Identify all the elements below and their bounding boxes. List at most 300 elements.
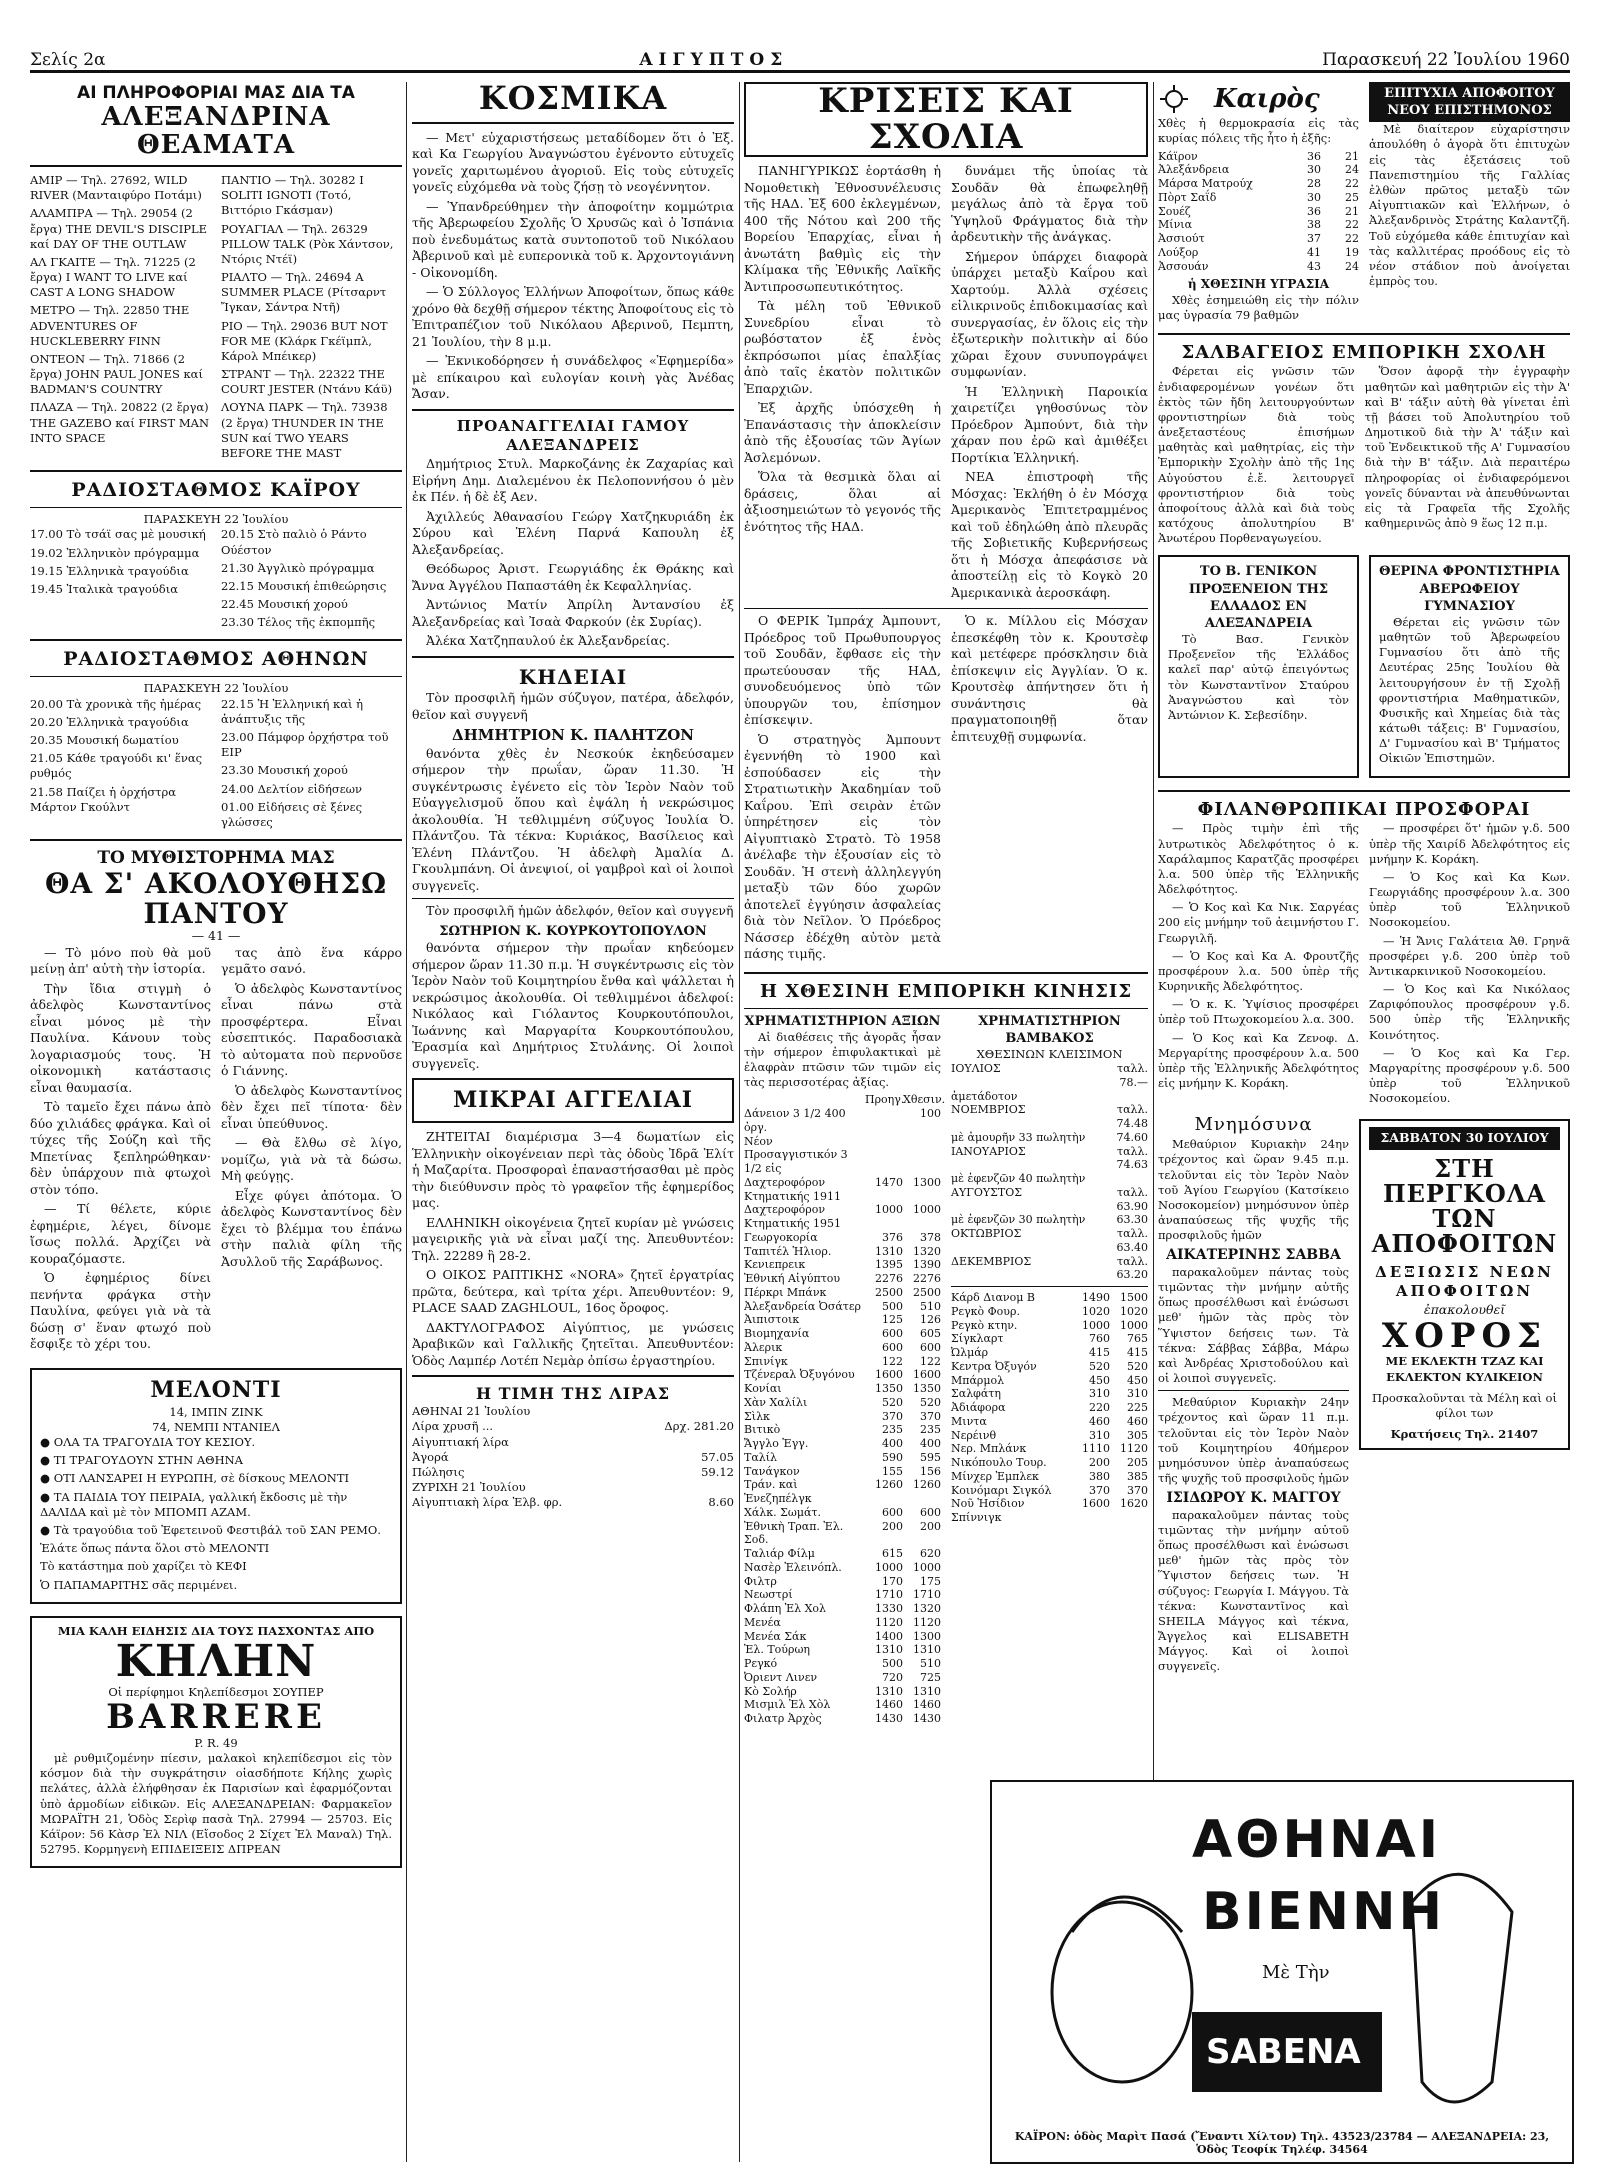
stock-row — [744, 1712, 941, 1726]
stock-row-cell: 1430 — [875, 1712, 903, 1726]
stock-row-cell: 1320 — [913, 1602, 941, 1616]
novel-paragraph: τας ἀπὸ ἕνα κάρρο γεμᾶτο σανό. — [221, 944, 402, 977]
ads-row — [30, 1362, 402, 1610]
cotton-row-cell: 63.30 — [1116, 1213, 1148, 1227]
cotton-row-cell: 310 — [1089, 1428, 1110, 1442]
stock-row — [744, 1506, 941, 1520]
weather-row-cell: 30 — [1307, 190, 1321, 204]
stock-row — [744, 1341, 941, 1355]
stock-row-cell: 605 — [920, 1327, 941, 1341]
cotton-row-cell: ΔΕΚΕΜΒΡΙΟΣ — [951, 1254, 1032, 1268]
funeral2-intro: Τὸν προσφιλῆ ἡμῶν ἀδελφόν, θεῖον καὶ συγγενῆ — [426, 903, 734, 919]
cinema-listing: ΡΟΥΑΓΙΑΛ — Τηλ. 26329 PILLOW TALK (Ρὸκ Χάντσον, Ντόρις Ντέϊ) — [221, 221, 394, 266]
stock-row-cell: 2500 — [913, 1285, 941, 1299]
meloni-address: 14, ΙΜΠΝ ΖΙΝΚ 74, ΝΕΜΠΙ ΝΤΑΝΙΕΛ — [152, 1404, 280, 1434]
lira-label: Λίρα χρυσῆ ... — [412, 1419, 494, 1434]
cinema-list-left — [30, 173, 211, 464]
stock-row-cell: Βιομηχανία — [744, 1327, 810, 1341]
stock-row-cell: 1600 — [913, 1368, 941, 1382]
weather-row — [1158, 191, 1359, 205]
cotton-row-cell: Ἀδιάφορα — [951, 1401, 1006, 1415]
stock-row-cell: 600 — [882, 1340, 903, 1354]
weather-row-cell: 37 — [1307, 232, 1321, 246]
stock-row-cell: Ἄγγλο Ἐγγ. — [744, 1437, 809, 1451]
cotton-row-cell: ἀμετάδοτον — [951, 1089, 1018, 1103]
radio-athens-schedule — [30, 697, 402, 833]
weather-row-cell: 19 — [1345, 245, 1359, 259]
stock-row-cell: 1710 — [913, 1588, 941, 1602]
radio-program: 24.00 Δελτίον εἰδήσεων — [221, 781, 363, 796]
memorial2-name: ΙΣΙΔΩΡΟΥ Κ. ΜΑΓΓΟΥ — [1166, 1490, 1341, 1507]
lira-label: ΑΘΗΝΑΙ 21 Ἰουλίου — [412, 1404, 531, 1419]
cotton-row — [951, 1145, 1148, 1173]
cotton-row-cell: Νερ. Μπλάνκ — [951, 1442, 1027, 1456]
radio-program: 21.05 Κάθε τραγούδι κι' ἕνας ρυθμός — [30, 751, 203, 781]
sabena-footer: ΚΑΪΡΟΝ: ὁδὸς Μαρὶτ Πασά (Ἔναντι Χίλτον) Τηλ. 43523/23784 — ΑΛΕΞΑΝΔΡΕΙΑ: 23, Ὁδὸς Τεοφίκ Τηλέφ. 34564 — [1014, 2130, 1550, 2156]
cotton-row-cell — [1110, 1172, 1148, 1186]
stock-row-cell: Ταλιάρ Φίλμ — [744, 1547, 815, 1561]
stock-row-cell: 500 — [882, 1657, 903, 1671]
stock-row-cell: 400 — [920, 1437, 941, 1451]
markets — [744, 1013, 1148, 1726]
stock-row-cell: Ἐθνικὴ Τραπ. Ἐλ. Σοδ. — [744, 1519, 844, 1547]
radio-cairo-title: ΡΑΔΙΟΣΤΑΘΜΟΣ ΚΑΪΡΟΥ — [71, 479, 361, 502]
stock-row-cell: Προηγ. — [865, 1093, 905, 1107]
stock-row-cell: 1430 — [913, 1712, 941, 1726]
kosmika-paragraph: — Ἐκνικοδόρησεν ἡ συνάδελφος «Ἐφημερίδα» μὲ επίκαιρου καὶ ευλογίαν κοινὴ γὰς Ἀνέδας Ἄσαν. — [412, 353, 734, 402]
weather-row-cell: 22 — [1345, 218, 1359, 232]
editorial-paragraph: Τὰ μέλη τοῦ Ἐθνικοῦ Συνεδρίου εἶναι τὸ ρωβόστατον ἐξ ἑνὸς ἐκπρόσωποι μίας ἐπαλξίας ἀπὸ ταῖς ἑκατὸν πολιτικῶν Ἐπαρχιῶν. — [744, 298, 941, 396]
cotton-row-cell: Νερέινθ — [951, 1428, 997, 1442]
cotton-row-cell: 1000 — [1082, 1318, 1110, 1332]
cotton-row-cell: 520 — [1127, 1359, 1148, 1373]
stock-row-cell: 1000 — [913, 1203, 941, 1217]
meloni-items — [40, 1435, 392, 1593]
weather-row — [1158, 232, 1359, 246]
cotton-row-cell: ΙΑΝΟΥΑΡΙΟΣ — [951, 1144, 1026, 1158]
cotton-row-cell: Κάρδ Διανομ Β — [951, 1291, 1035, 1305]
memorial-title: Μνημόσυνα — [1194, 1114, 1313, 1136]
stock-row-cell: Μισμιλ Ἐλ Χὸλ — [744, 1698, 831, 1712]
school-body — [1158, 364, 1570, 549]
weather-row-cell: Ἀλεξάνδρεια — [1158, 163, 1230, 177]
charity-item: — Ὁ Κος καὶ Κα Νικόλαος Ζαριφόπουλος προσφέρουν γ.δ. 500 ὑπὲρ τῆς Ἑλληνικῆς Κοινότητος. — [1369, 982, 1570, 1042]
cotton-row-cell: Μπάρμολ — [951, 1373, 1005, 1387]
lira-row — [412, 1465, 734, 1480]
radio-program: 17.00 Τὸ τσάϊ σας μὲ μουσική — [30, 527, 206, 542]
stock-row-cell: Νέον Προσαγγιστικόν 3 1/2 εἰς — [744, 1134, 848, 1176]
stock-row-cell: Μενέα — [744, 1615, 781, 1629]
stock-row-cell: 520 — [920, 1395, 941, 1409]
memorial2-text: Μεθαύριον Κυριακὴν 24ην τρέχοντος καὶ ὥραν 11 π.μ. τελοῦνται εἰς τὸν Ἱερὸν Ναὸν τοῦ Κοιμητηρίου 40ήμερον μνημόσυνον ὑπὲρ ἀναπαύσεως τῆς ψυχῆς τοῦ προσφιλοῦς ἡμῶν — [1158, 1395, 1349, 1486]
stock-row-cell: Ἐλ. Τούρωη — [744, 1643, 811, 1657]
stock-row-cell: Ρεγκό — [744, 1657, 778, 1671]
charity-title: ΦΙΛΑΝΘΡΩΠΙΚΑΙ ΠΡΟΣΦΟΡΑΙ — [1197, 798, 1531, 820]
lira-value: Δρχ. 281.20 — [664, 1419, 734, 1434]
novel-text-left — [30, 945, 211, 1356]
cotton-row-cell: ΟΚΤΩΒΡΙΟΣ — [951, 1227, 1022, 1241]
stocks-intro: Αἱ διαθέσεις τῆς ἀγορᾶς ἦσαν τὴν σήμερον ἐπιφυλακτικαὶ μὲ ἐλαφρὰν πτῶσιν τῶν τιμῶν εἰς τὰς περισσοτέρας ἀξίας. — [744, 1029, 941, 1090]
consulate-text: Τὸ Βασ. Γενικὸν Προξενεῖον τῆς Ἑλλάδος καλεῖ παρ' αὐτῷ ἐπειγόντως τὸν Κωνσταντῖνον Σταύρου Ἀναγνώστου καὶ τὸν Ἀντώνιον Κ. Σεβεσίδην. — [1168, 632, 1349, 722]
meloni-item: Τὸ κατάστημα ποὺ χαρίζει τὸ ΚΕΦΙ — [40, 1559, 247, 1574]
stock-row-cell: 1400 — [875, 1629, 903, 1643]
cotton-row-cell: ταλλ. 74.63 — [1116, 1144, 1148, 1172]
cotton-row — [951, 1456, 1148, 1470]
stock-row-cell: 1600 — [875, 1368, 903, 1382]
stock-row-cell: Κονίαι — [744, 1382, 782, 1396]
stock-row-cell: 1000 — [875, 1560, 903, 1574]
stock-row-cell: Σπινίγκ — [744, 1354, 788, 1368]
lira-row — [412, 1404, 734, 1419]
cotton-row-cell: ΝΟΕΜΒΡΙΟΣ — [951, 1103, 1026, 1117]
cotton-row-cell: μὲ ἀμουρῆν 33 πωλητὴν — [951, 1130, 1086, 1144]
stock-row — [744, 1396, 941, 1410]
weather-row-cell: 41 — [1307, 245, 1321, 259]
stock-row — [744, 1382, 941, 1396]
novel-paragraph: Ὁ ἀδελφὸς Κωνσταντίνος δὲν ἔχει πεῖ τίποτα· δὲν εἶναι ὑπεύθυνος. — [221, 1082, 402, 1131]
school-text-a: Φέρεται εἰς γνῶσιν τῶν ἐνδιαφερομένων γονέων ὅτι ἐκτὸς τῶν ἤδη λειτουργούντων φροντιστηρίων διὰ τοὺς ἀνεξεταστέους ἐπισήμων μαθητὰς καὶ μαθητρίας, εἰς τὴν Ἐμπορικὴν Σχολὴν ἀπὸ τῆς 1ης Αὐγούστου ἐ.ἔ. λειτουργεῖ φροντιστήριον διὰ τοὺς ἀποφοίτους ἀλλὰ καὶ διὰ τοὺς κατόχους ἀπολυτηρίου Β' Ἀνωτέρου Πορθεναγωγείου. — [1158, 364, 1355, 546]
cotton-row-cell: 305 — [1127, 1428, 1148, 1442]
stock-row-cell: 1390 — [913, 1258, 941, 1272]
stock-row-cell: Δάνειον 3 1/2 400 ὀργ. — [744, 1107, 846, 1134]
stock-row-cell: Νεωστρί — [744, 1588, 793, 1602]
stock-row-cell: 1350 — [913, 1382, 941, 1396]
stock-row — [744, 1465, 941, 1479]
radio-athens-date: ΠΑΡΑΣΚΕΥΗ 22 Ἰουλίου — [143, 681, 289, 696]
theatre-heading: ΑΙ ΠΛΗΡΟΦΟΡΙΑΙ ΜΑΣ ΔΙΑ ΤΑ — [77, 83, 355, 103]
meloni-item: ● ΟΛΑ ΤΑ ΤΡΑΓΟΥΔΙΑ ΤΟΥ ΚΕΣΙΟΥ. — [40, 1435, 256, 1450]
stock-row-cell: Φιλτρ — [744, 1574, 777, 1588]
weather-row — [1158, 177, 1359, 191]
cotton-row-cell: 1020 — [1082, 1304, 1110, 1318]
weather-row-cell: 43 — [1307, 259, 1321, 273]
stock-row — [744, 1520, 941, 1548]
stock-row-cell: 125 — [882, 1313, 903, 1327]
stock-row-cell: 1470 — [875, 1175, 903, 1189]
stock-row-cell: Δαχτεροφόρον Κτηματικής 1911 — [744, 1175, 841, 1203]
sabena-brand: SABENA — [1206, 2032, 1361, 2072]
stock-row — [744, 1231, 941, 1245]
pergola-invite: Προσκαλοῦνται τὰ Μέλη καὶ οἱ φίλοι των — [1372, 1390, 1557, 1420]
novel-paragraph: — Θὰ ἔλθω σὲ λίγο, νομίζω, γιὰ νὰ τὰ δώσω. Μὴ φεύγῃς. — [221, 1135, 402, 1184]
cinema-listing: ΡΙΟ — Τηλ. 29036 BUT NOT FOR ME (Κλάρκ Γκέϊμπλ, Κάρολ Μπέικερ) — [221, 318, 388, 363]
stock-row-cell: Κὸ Σολήρ — [744, 1684, 797, 1698]
stock-row-cell — [744, 1093, 865, 1107]
page-number: Σελίς 2α — [30, 50, 106, 70]
lira-row — [412, 1419, 734, 1434]
radio-athens-title: ΡΑΔΙΟΣΤΑΘΜΟΣ ΑΘΗΝΩΝ — [63, 648, 369, 671]
cotton-row — [951, 1062, 1148, 1090]
cotton-row-cell: ταλλ. 78.— — [1117, 1062, 1148, 1089]
weather-row-cell: Μίνια — [1158, 218, 1193, 232]
stock-row-cell: Τράν. καὶ Ἐνεζηπέλγκ — [744, 1478, 812, 1506]
klini-top: ΜΙΑ ΚΑΛΗ ΕΙΔΗΣΙΣ ΔΙΑ ΤΟΥΣ ΠΑΣΧΟΝΤΑΣ ΑΠΟ — [57, 1623, 375, 1638]
stock-row-cell: Βιτικὸ — [744, 1423, 781, 1437]
weather-title: Καιρὸς — [1214, 84, 1320, 114]
stock-row — [744, 1657, 941, 1671]
meloni-item: Ἐλάτε ὅπως πάντα ὅλοι στὸ ΜΕΛΟΝΤΙ — [40, 1541, 270, 1556]
column-1 — [30, 82, 402, 2162]
stock-row-cell — [865, 1135, 903, 1176]
cotton-row-cell: Ρεγκὸ κτην. — [951, 1318, 1018, 1332]
cotton-row-cell: 205 — [1127, 1456, 1148, 1470]
editorial-paragraph: Ἐξ ἀρχῆς ὑπόσχεθη ἡ Ἐπανάστασις τὴν ἀποκλείσιν ἀπὸ τῆς ἐξουσίας τῶν Ἀγίων Ἀσλεμόνων. — [744, 400, 941, 465]
cotton-row — [951, 1213, 1148, 1227]
editorial-body — [744, 163, 1148, 604]
cotton-row-cell: 200 — [1089, 1456, 1110, 1470]
lira-label: Αἰγυπτιακὴ λίρα Ἐλβ. φρ. — [412, 1495, 563, 1510]
weather-row-cell: Σουέζ — [1158, 204, 1191, 218]
novel-paragraph: Τὴν ἴδια στιγμὴ ὁ ἀδελφὸς Κωνσταντίνος εἶναι μόνος μὲ τὴν Παυλίνα. Κάνουν τοὺς λογαριασμούς τους. Ἡ οἰκονομικὴ κατάστασις εἶναι θαυμασία. — [30, 980, 211, 1095]
cotton-section — [951, 1013, 1148, 1726]
tutoring-box — [1369, 555, 1570, 777]
stock-row-cell: 1310 — [875, 1643, 903, 1657]
novel-paragraph: — Τὸ μόνο ποὺ θὰ μοῦ μείνῃ ἀπ' αὐτὴ τὴν ἱστορία. — [30, 944, 211, 977]
cotton-row-cell: 1020 — [1120, 1304, 1148, 1318]
cinema-listing: ΑΛΑΜΠΡΑ — Τηλ. 29054 (2 ἔργα) THE DEVIL'S DISCIPLE καί DAY OF THE OUTLAW — [30, 206, 208, 251]
engagement-item: Ἀλέκα Χατζηπαυλού ἐκ Ἀλεξανδρείας. — [426, 633, 670, 649]
classifieds-list — [412, 1129, 734, 1369]
stock-row-cell: 500 — [882, 1299, 903, 1313]
cotton-row-cell: 520 — [1089, 1359, 1110, 1373]
newspaper-name: ΑΙΓΥΠΤΟΣ — [639, 50, 789, 70]
stock-row-cell: 370 — [882, 1409, 903, 1423]
stock-row-cell: 620 — [920, 1547, 941, 1561]
stock-row-cell: Ἀιπιστοικ — [744, 1313, 800, 1327]
cotton-row-cell: ταλλ. 74.48 — [1116, 1103, 1148, 1131]
column-4 — [1158, 82, 1570, 2162]
memorial1-text: Μεθαύριον Κυριακὴν 24ην τρέχοντος καὶ ὥραν 9.45 π.μ. τελοῦνται εἰς τὸν Ἱερὸν Ναὸν τοῦ Ἁγίου Γεωργίου (Κατσίκειο Νοσοκομείον) μνημόσυνον ὑπὲρ ἀναπαύσεως τῆς ψυχῆς τῆς προσφιλοῦς ἡμῶν — [1158, 1137, 1349, 1243]
sun-icon — [1158, 82, 1208, 116]
stock-row-cell: Χάλκ. Σωμάτ. — [744, 1505, 822, 1519]
kosmika-text — [412, 130, 734, 403]
charity-right — [1369, 821, 1570, 1109]
school-title: ΣΑΛΒΑΓΕΙΟΣ ΕΜΠΟΡΙΚΗ ΣΧΟΛΗ — [1181, 341, 1547, 363]
results-text: Μὲ διαίτερον εὐχαρίστησιν ἀπουλόθη ὁ ἀγορὰ ὅτι ἐπιτυχὼν εἰς τὰς ἐξετάσεις τοῦ Πανεπιστημίου τῆς Γαλλίας ἐλθὼν πρῶτος μεταξὺ τῶν Αἰγυπτιακῶν καὶ Ἑλλήνων, ὁ Ἀλεξανδρινὸς Στράτης Καλαντζῆ. Τοῦ εὐχόμεθα κάθε ἐπιτυχίαν καὶ τὰς καλλιτέρας προόδους εἰς τὸ νέον στάδιον ποὺ ἀνοίγεται ἐμπρὸς του. — [1369, 122, 1570, 289]
cotton-row-cell: μὲ ἐφενζῶν 40 πωλητὴν — [951, 1172, 1086, 1186]
cotton-row-cell: μὲ ἐφενζῶν 30 πωλητὴν — [951, 1213, 1086, 1227]
weather-row-cell: 36 — [1307, 204, 1321, 218]
stock-row-cell: 1460 — [875, 1698, 903, 1712]
issue-date: Παρασκευή 22 Ἰουλίου 1960 — [1322, 50, 1570, 70]
cotton-row-cell: 415 — [1127, 1346, 1148, 1360]
editorial-paragraph: ΠΑΝΗΓΥΡΙΚΩΣ ἑορτάσθη ἡ Νομοθετικὴ Ἐθνοσυνέλευσις τῆς ΗΑΔ. Ἐξ 600 ἐκλεγμένων, 400 τῆς Νότου καὶ 200 τῆς Βορείου Ἐπαρχίας, εἶναι ἡ ἀνωτάτη βαθμὶς εἰς τὴν Κλίμακα τῆς Ἐθνικῆς Λαϊκῆς Ἀντιπροσωπευτικότητος. — [744, 163, 941, 294]
stock-row-cell: Χὰν Χαλίλι — [744, 1395, 808, 1409]
lira-label: Πώλησις — [412, 1464, 465, 1479]
stock-row — [744, 1300, 941, 1314]
lira-value: 57.05 — [701, 1449, 734, 1464]
radio-program: 23.30 Μουσική χορού — [221, 763, 348, 778]
editorial-left — [744, 163, 941, 604]
editorial-paragraph: Ἡ Ἑλληνικὴ Παροικία χαιρετίζει γηθοσύνως τὸν Πρόεδρον Ἀμπούντ, διὰ τὴν χάραν που ἐρῶ καὶ ἀμιθέξει Πορτίκια Ἑλληνική. — [951, 383, 1148, 465]
radio-program: 22.15 Ἡ Ἑλληνική καὶ ἡ ἀνάπτυξις τῆς — [221, 696, 364, 726]
stock-row-cell: 1310 — [875, 1684, 903, 1698]
stock-row — [744, 1547, 941, 1561]
stock-row-cell: Ἀλεξανδρεία Ὀσάτερ — [744, 1299, 862, 1313]
stock-row-cell: 590 — [882, 1450, 903, 1464]
stock-row-cell: Ταλίλ — [744, 1450, 778, 1464]
klini-mid: Οἱ περίφημοι Κηλεπίδεσμοι ΣΟΥΠΕΡ — [108, 1685, 324, 1700]
cotton-row-cell: Σίγκλαρτ — [951, 1332, 1004, 1346]
pergola-dance: ΧΟΡΟΣ — [1381, 1315, 1548, 1356]
funeral2-text: θανόντα σήμερον τὴν πρωΐαν κηδεύομεν σήμερον ὥραν 11.30 π.μ. Ἡ συγκέντρωσις εἰς τὸν Ἱερὸν Ναὸν τοῦ Κοιμητηρίου ἔνθα καὶ ψάλλεται ἡ νεκρώσιμος ἀκολουθία. Οἱ τεθλιμμένοι ἀδελφοί: Νικόλαος καὶ Γιόλαντος Κουρκουτόπουλοι, Ἰωάννης καὶ Μαργαρίτα Κουρκουτόπουλου, Ἐρασμία καὶ Δημήτριος Στυλάνης. Οἱ λοιποὶ συγγενεῖς. — [412, 940, 734, 1071]
memorial1-rest: παρακαλοῦμεν πάντας τοὺς τιμῶντας τὴν μνήμην αὐτῆς ὅπως προσέλθωσι καὶ ἑνώσωσι μεθ' ἡμῶν τὰς πρὸς τὸν Ὕψιστον δεήσεις των. Τὰ τέκνα: Σάββας Σάββα, Μάρω καὶ Ἀνδρέας Χριστοδούλου καὶ οἱ λοιποὶ συγγενεῖς. — [1158, 1264, 1349, 1386]
cotton-row-cell: 310 — [1089, 1387, 1110, 1401]
cotton-row-cell: Κοινόμαρι Σιγκόλ — [951, 1483, 1052, 1497]
tutoring-text: Θέρεται εἰς γνῶσιν τῶν μαθητῶν τοῦ Ἀβερωφείου Γυμνασίου ὅτι ἀπὸ τῆς Δευτέρας 25ης Ἰουλίου θὰ λειτουργήσουν ἐν τῇ Σχολῇ φροντιστήρια Μαθηματικῶν, Φυσικῆς καὶ Χημείας διὰ τὰς κάτωθι τάξεις: Β' Γυμνασίου, Δ' Γυμνασίου καὶ Β' Τμήματος Οἰκιῶν Ἐπιστημῶν. — [1379, 614, 1560, 766]
stock-row — [744, 1616, 941, 1630]
stock-row — [744, 1698, 941, 1712]
cinema-listing: ΟΝΤΕΟΝ — Τηλ. 71866 (2 ἔργα) JOHN PAUL JONES καί BADMAN'S COUNTRY — [30, 351, 203, 397]
cotton-row — [951, 1319, 1148, 1333]
cotton-row-cell: 765 — [1127, 1332, 1148, 1346]
stock-row-cell: 1310 — [875, 1244, 903, 1258]
stock-row-cell: 600 — [882, 1505, 903, 1519]
stock-row — [744, 1245, 941, 1259]
weather-row-cell: Μάρσα Ματρούχ — [1158, 177, 1253, 191]
stock-row — [744, 1643, 941, 1657]
cotton-row — [951, 1172, 1148, 1186]
stock-row — [744, 1630, 941, 1644]
stock-row-cell: Σὶλκ — [744, 1409, 770, 1423]
klini-text: μὲ ρυθμιζομένην πίεσιν, μαλακοὶ κηλεπίδεσμοι εἰς τὸν κόσμον διὰ τὴν συγκράτησιν οἱασδήποτε Κήλης χωρὶς πελάτες, ἀλλὰ ἐλήφθησαν ἐκ Παρισίων καὶ ἐφαρμόζονται ὑπὸ ἁρμοδίων εἰδικῶν. Εἰς ΑΛΕΞΑΝΔΡΕΙΑΝ: Φαρμακεῖον ΜΩΡΑΪΤΗ 21, Ὁδὸς Σερὶφ πασὰ Τηλ. 27994 — 25703. Εἰς Κάϊρον: 56 Κὰσρ Ἐλ ΝΙΛ (Εἴσοδος 2 Σίχετ Ἐλ Μαναλ) Τηλ. 52795. Κορμηγενὴ ΕΠΙΔΕΙΞΕΙΣ ΔΠΡΕΑΝ — [40, 1751, 392, 1857]
cotton-row-cell: 385 — [1127, 1469, 1148, 1483]
weather-row-cell: Κάϊρον — [1158, 149, 1198, 163]
lira-row — [412, 1435, 734, 1450]
stock-row-cell: 720 — [882, 1670, 903, 1684]
weather-row-cell: 24 — [1345, 163, 1359, 177]
cotton-row-cell — [1110, 1090, 1148, 1104]
weather-row-cell: 36 — [1307, 149, 1321, 163]
cotton-row — [951, 1346, 1148, 1360]
stock-row-cell: 1300 — [913, 1629, 941, 1643]
mills-text: Ὁ κ. Μίλλου εἰς Μόσχαν ἐπεσκέφθη τὸν κ. Κρουτσὲφ καὶ μετέφερε πρόσκλησιν διὰ ἐπίσκεψιν εἰς Ἀγγλίαν. Ὁ κ. Κρουτσὲφ ἀπήντησεν ὅτι ἡ συνάντησις θὰ πραγματοποιηθῇ ὅταν ἐπιτευχθῇ συμφωνία. — [951, 613, 1148, 744]
kosmika-paragraph: — Ὁ Σύλλογος Ἑλλήνων Ἀποφοίτων, ὅπως κάθε χρόνο θὰ δεχθῇ σήμερον τέκτης Ἀποφοίτους εἰς τὸ Ἐπιτραπέζιον τοῦ Νικόλαου Αβερινοῦ, Πεμπτη, 21 Ἰουλίου, τὴν 8 μ.μ. — [412, 284, 734, 349]
sabena-mid: ΒΙΕΝΝΗ — [1202, 1882, 1446, 1942]
stocks-table — [744, 1093, 946, 1726]
charity-item: — Ἡ Ἄνις Γαλάτεια Ἀθ. Γρηνᾶ προσφέρει γ.δ. 200 ὑπὲρ τοῦ Ἀντικαρκινικοῦ Νοσοκομείου. — [1369, 933, 1570, 978]
weather-row-cell: Ἀσσιούτ — [1158, 232, 1205, 246]
weather-row-cell: Λούξορ — [1158, 245, 1199, 259]
cotton-row-cell: 370 — [1127, 1483, 1148, 1497]
stock-row — [744, 1451, 941, 1465]
charity-body — [1158, 821, 1570, 1109]
consulate-title: ΤΟ Β. ΓΕΝΙΚΟΝ ΠΡΟΞΕΝΕΙΟΝ ΤΗΣ ΕΛΛΑΔΟΣ ΕΝ ΑΛΕΞΑΝΔΡΕΙΑ — [1188, 564, 1329, 631]
cotton-row — [951, 1442, 1148, 1456]
novel-paragraph: — Τί θέλετε, κύριε ἐφημέριε, λέγει, δίνομε ἴσως πολλά. Ἀρχίζει νὰ κουραζόμαστε. — [30, 1201, 211, 1266]
theatre-title: ΑΛΕΞΑΝΔΡΙΝΑ ΘΕΑΜΑΤΑ — [101, 102, 331, 160]
funerals-title: ΚΗΔΕΙΑΙ — [518, 664, 628, 689]
pergola-band: ΜΕ ΕΚΛΕΚΤΗ ΤΖΑΖ ΚΑΙ ΕΚΛΕΚΤΟΝ ΚΥΛΙΚΕΙΟΝ — [1385, 1354, 1544, 1384]
radio-cairo-right — [221, 527, 402, 633]
stock-row-cell: 1300 — [913, 1175, 941, 1189]
lira-row — [412, 1480, 734, 1495]
lira-value: 8.60 — [708, 1495, 734, 1510]
pergola-title: ΣΤΗ ΠΕΡΓΚΟΛΑ ΤΩΝ ΑΠΟΦΟΙΤΩΝ — [1371, 1153, 1558, 1259]
stock-row-cell: 1120 — [875, 1615, 903, 1629]
stock-row — [744, 1355, 941, 1369]
cotton-row-cell: Νοῦ Ἡσίδιον Σπίννιγκ — [951, 1497, 1025, 1525]
stock-row — [744, 1176, 941, 1204]
column-rule — [406, 82, 407, 2162]
charity-item: — Ὁ Κος καὶ Κα Νικ. Σαργέας 200 εἰς μνήμην τοῦ ἀειμνήστου Γ. Γεωργιλῆ. — [1158, 900, 1359, 945]
novel-body — [30, 945, 402, 1356]
stock-row-cell: 1000 — [913, 1560, 941, 1574]
stock-row-cell: Χθεσιν. — [903, 1093, 946, 1107]
stock-row-cell: 510 — [920, 1657, 941, 1671]
stock-row-cell: 155 — [882, 1464, 903, 1478]
stock-row — [744, 1093, 946, 1107]
stock-row-cell: 595 — [920, 1450, 941, 1464]
weather-row-cell: 21 — [1345, 204, 1359, 218]
stock-row-cell: Κενιεπρεικ — [744, 1258, 806, 1272]
novel-paragraph: Ὁ ἐφημέριος δίνει πενήντα φράγκα στὴν Παυλίνα, φεύγει γιὰ νὰ τὰ δώσῃ σ' ἕναν φτωχό ποὺ ἔσφιξε τὸ χέρι του. — [30, 1270, 211, 1352]
novel-text-right — [221, 945, 402, 1356]
engagement-item: Δημήτριος Στυλ. Μαρκοζάνης ἐκ Ζαχαρίας καὶ Εἰρήνη Δημ. Διαλεμένου ἐκ Πελοποννήσου ὁ μὲν ἐκ Πέν. ἡ δὲ ἐξ Αεν. — [412, 456, 734, 505]
cotton-row-cell: 1600 — [1082, 1497, 1110, 1511]
stock-row-cell: 170 — [882, 1574, 903, 1588]
stock-row — [744, 1272, 941, 1286]
weather-row — [1158, 163, 1359, 177]
cotton-row-cell: 370 — [1089, 1483, 1110, 1497]
radio-program: 20.20 Ἑλληνικὰ τραγούδια — [30, 714, 189, 729]
cotton-row — [951, 1305, 1148, 1319]
stock-row — [744, 1685, 941, 1699]
results-box — [1369, 82, 1570, 327]
stock-row-cell: Ἐθνική Αἰγύπτου — [744, 1272, 841, 1286]
cotton-row-cell: 1500 — [1120, 1291, 1148, 1305]
cotton-row-cell: ταλλ. 63.90 — [1116, 1185, 1148, 1213]
farik-intro: Ο ΦΕΡΙΚ Ἰμπράχ Ἀμπουντ, Πρόεδρος τοῦ Πρωθυπουργος τοῦ Σουδᾶν, ἔφθασε εἰς τὴν πρωτεύουσαν τῆς ΗΑΔ, συνοδευόμενος ὑπὸ τῶν ὑπουργῶν του, ἐπίσημον ἐπίσκεψιν. — [744, 613, 941, 728]
stock-row — [744, 1327, 941, 1341]
radio-cairo-date: ΠΑΡΑΣΚΕΥΗ 22 Ἰουλίου — [143, 512, 289, 527]
stock-row-cell: 2276 — [913, 1272, 941, 1286]
lira-row — [412, 1495, 734, 1510]
cotton-row — [951, 1374, 1148, 1388]
stock-row — [744, 1561, 941, 1575]
cinema-listing: ΑΜΙΡ — Τηλ. 27692, WILD RIVER (Μανταιφύρο Ποτάμι) — [30, 173, 202, 203]
consulate-box — [1158, 555, 1359, 777]
weather-box — [1158, 82, 1359, 327]
stock-row-cell: 1260 — [913, 1478, 941, 1492]
cotton-row — [951, 1255, 1148, 1283]
stock-row-cell: 122 — [882, 1354, 903, 1368]
stock-row-cell: 1320 — [913, 1244, 941, 1258]
charity-item: — Ὁ κ. Κ. Ὑψίσιος προσφέρει ὑπὲρ τοῦ Πτωχοκομείου λ.α. 300. — [1158, 997, 1359, 1027]
cinema-listings — [30, 173, 402, 464]
radio-program: 20.15 Στὸ παλιὸ ὁ Ράντο Ούέστον — [221, 527, 367, 557]
charity-item: — Ὁ Κος καὶ Κα Α. Φρουτζῆς προσφέρουν λ.α. 500 ὑπὲρ τῆς Κυρηνικῆς Ἀδελφότητος. — [1158, 948, 1359, 994]
stock-row-cell: 1330 — [875, 1602, 903, 1616]
stock-row-cell: 235 — [882, 1423, 903, 1437]
weather-row-cell: 24 — [1345, 259, 1359, 273]
cotton-row-cell: ταλλ. 63.20 — [1116, 1254, 1148, 1282]
masthead — [30, 44, 1570, 73]
memorial-pergola-row — [1158, 1113, 1570, 1677]
cinema-listing: ΜΕΤΡΟ — Τηλ. 22850 THE ADVENTURES OF HUCKLEBERRY FINN — [30, 303, 190, 348]
weather-row-cell: 22 — [1345, 177, 1359, 191]
stock-row-cell: 122 — [920, 1354, 941, 1368]
cotton-row-cell: 310 — [1127, 1387, 1148, 1401]
klini-ad — [30, 1616, 402, 1869]
cotton-title: ΧΡΗΜΑΤΙΣΤΗΡΙΟΝ ΒΑΜΒΑΚΟΣ — [978, 1013, 1121, 1046]
cinema-listing: ΡΙΑΛΤΟ — Τηλ. 24694 A SUMMER PLACE (Ρίτσαρντ Ἴγκαν, Σάντρα Ντῆ) — [221, 270, 387, 315]
charity-item: — Πρὸς τιμὴν ἐπὶ τῆς λυτρωτικὸς Ἀδελφότητος ὁ κ. Χαράλαμπος Καρατζᾶς προσφέρει λ.α. 500 ὑπὲρ τῆς Ἑλληνικῆς Ἀδελφότητος. — [1158, 821, 1359, 897]
stock-row — [744, 1575, 941, 1589]
cotton-row — [951, 1484, 1148, 1498]
cotton-row-cell: 220 — [1089, 1401, 1110, 1415]
stock-row-cell: Πέρκρι Μπάνκ — [744, 1285, 827, 1299]
